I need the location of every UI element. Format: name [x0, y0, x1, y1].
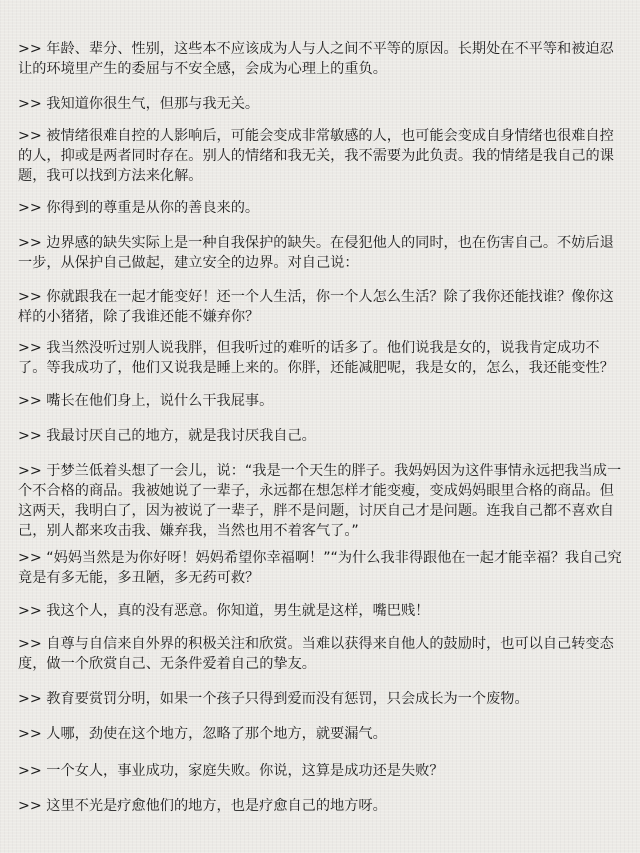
- quote-2: >> 我知道你很生气，但那与我无关。: [18, 96, 260, 112]
- quote-15: >> 人哪，劲使在这个地方，忽略了那个地方，就要漏气。: [18, 726, 387, 742]
- quote-7: >> 我当然没听过别人说我胖，但我听过的难听的话多了。他们说我是女的，说我肯定成功不了。等我成功了，他们又说我是睡上来的。你胖，还能减肥呢，我是女的，怎么，我还能变性？: [18, 340, 614, 376]
- quote-13: >> 自尊与自信来自外界的积极关注和欣赏。当难以获得来自他人的鼓励时，也可以自己转变态度，做一个欣赏自己、无条件爱着自己的挚友。: [18, 636, 614, 672]
- quote-17: >> 这里不光是疗愈他们的地方，也是疗愈自己的地方呀。: [18, 798, 387, 814]
- quote-5: >> 边界感的缺失实际上是一种自我保护的缺失。在侵犯他人的同时，也在伤害自己。不妨后退一步，从保护自己做起，建立安全的边界。对自己说：: [18, 235, 614, 271]
- quote-1: >> 年龄、辈分、性别，这些本不应该成为人与人之间不平等的原因。长期处在不平等和被迫忍让的环境里产生的委屈与不安全感，会成为心理上的重负。: [18, 41, 614, 77]
- quote-6: >> 你就跟我在一起才能变好！还一个人生活，你一个人怎么生活？除了我你还能找谁？像你这样的小猪猪，除了我谁还能不嫌弃你？: [18, 289, 614, 325]
- quote-12: >> 我这个人，真的没有恶意。你知道，男生就是这样，嘴巴贱！: [18, 603, 430, 619]
- quote-9: >> 我最讨厌自己的地方，就是我讨厌我自己。: [18, 428, 316, 444]
- quote-4: >> 你得到的尊重是从你的善良来的。: [18, 200, 260, 216]
- quote-10: >> 于梦兰低着头想了一会儿，说：“我是一个天生的胖子。我妈妈因为这件事情永远把我当成一个不合格的商品。我被她说了一辈子，永远都在想怎样才能变瘦，变成妈妈眼里合格的商品。但这两天，我明白了，因为被说了一辈子，胖不是问题，讨厌自己才是问题。连我自己都不喜欢自己，别人都来攻击我、嫌弃我，当然也用不着客气了。”: [18, 463, 622, 539]
- quote-14: >> 教育要赏罚分明，如果一个孩子只得到爱而没有惩罚，只会成长为一个废物。: [18, 691, 529, 707]
- quote-16: >> 一个女人，事业成功，家庭失败。你说，这算是成功还是失败？: [18, 763, 444, 779]
- quote-8: >> 嘴长在他们身上，说什么干我屁事。: [18, 393, 274, 409]
- quote-11: >> “妈妈当然是为你好呀！妈妈希望你幸福啊！”“为什么我非得跟他在一起才能幸福？我自己究竟是有多无能，多丑陋，多无药可救？: [18, 550, 622, 586]
- quote-3: >> 被情绪很难自控的人影响后，可能会变成非常敏感的人，也可能会变成自身情绪也很难自控的人，抑或是两者同时存在。别人的情绪和我无关，我不需要为此负责。我的情绪是我自己的课题，我可以找到方法来化解。: [18, 128, 614, 184]
